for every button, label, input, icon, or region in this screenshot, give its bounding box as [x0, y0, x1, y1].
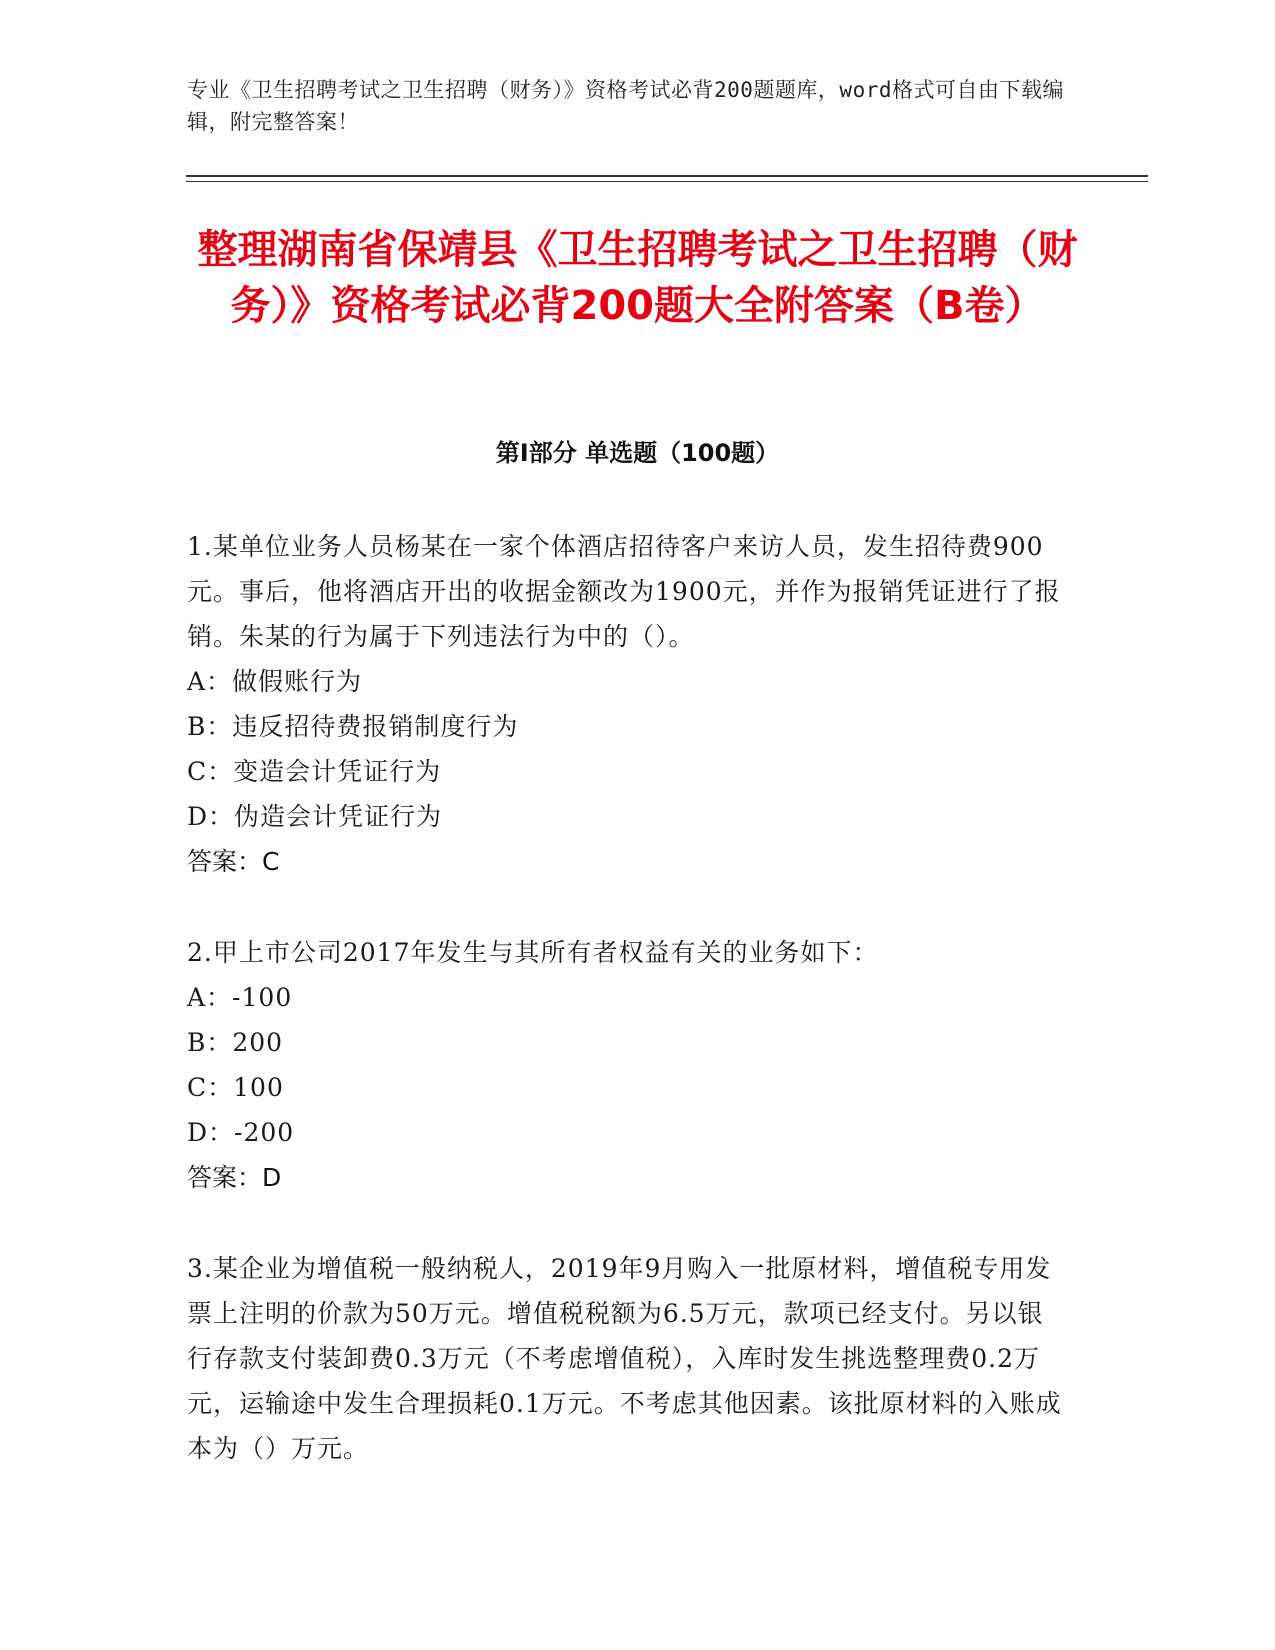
question-3	[187, 1246, 1067, 1471]
question-1	[187, 524, 1067, 884]
question-list	[187, 524, 1067, 1517]
header-divider-thin	[186, 181, 1148, 182]
section-title: 第I部分 单选题（100题）	[495, 439, 780, 467]
option-d: D：伪造会计凭证行为	[187, 802, 443, 831]
option-b: B：200	[187, 1028, 284, 1057]
question-2	[187, 930, 1067, 1200]
question-stem: 3.某企业为增值税一般纳税人，2019年9月购入一批原材料，增值税专用发票上注明的价款为50万元。增值税税额为6.5万元，款项已经支付。另以银行存款支付装卸费0.3万元（不考虑增值税），入库时发生挑选整理费0.2万元，运输途中发生合理损耗0.1万元。不考虑其他因素。该批原材料的入账成本为（）万元。	[187, 1254, 1062, 1463]
option-b: B：违反招待费报销制度行为	[187, 712, 519, 741]
option-d: D：-200	[187, 1118, 295, 1147]
option-a: A：做假账行为	[187, 667, 363, 696]
question-stem: 2.甲上市公司2017年发生与其所有者权益有关的业务如下：	[187, 938, 879, 967]
document-title: 整理湖南省保靖县《卫生招聘考试之卫生招聘（财务）》资格考试必背200题大全附答案（B卷）	[197, 227, 1078, 329]
header-divider-thick	[186, 175, 1148, 177]
answer: 答案：C	[187, 847, 280, 876]
option-a: A：-100	[187, 983, 293, 1012]
answer: 答案：D	[187, 1163, 282, 1192]
header-note: 专业《卫生招聘考试之卫生招聘（财务）》资格考试必背200题题库，word格式可自由下载编辑，附完整答案！	[187, 78, 1064, 134]
question-stem: 1.某单位业务人员杨某在一家个体酒店招待客户来访人员，发生招待费900元。事后，他将酒店开出的收据金额改为1900元，并作为报销凭证进行了报销。朱某的行为属于下列违法行为中的（）。	[187, 532, 1061, 651]
option-c: C：变造会计凭证行为	[187, 757, 442, 786]
option-c: C：100	[187, 1073, 284, 1102]
